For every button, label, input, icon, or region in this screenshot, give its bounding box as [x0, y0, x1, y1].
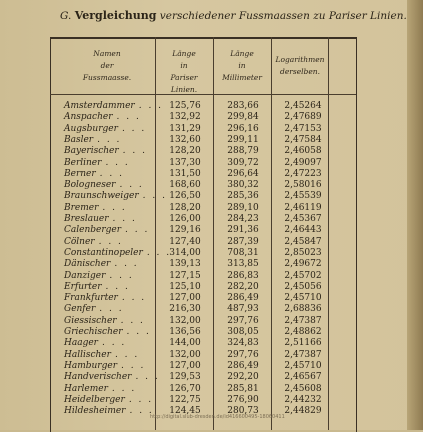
- row-name: [64, 101, 164, 112]
- row-log-text: 2,68836: [284, 304, 322, 315]
- row-length: [160, 135, 210, 146]
- row-name-text: Frankfurter: [64, 293, 118, 304]
- leader-dots: . . .: [121, 123, 147, 134]
- header-name: [62, 48, 152, 84]
- header-mm-line: Millimeter: [222, 73, 262, 82]
- row-log: [274, 338, 332, 349]
- row-millimeter-text: 380,32: [227, 180, 259, 191]
- row-log-text: 2,51166: [284, 338, 322, 349]
- row-millimeter: [217, 180, 269, 191]
- table-row: [0, 316, 423, 327]
- leader-dots: . . .: [120, 315, 145, 326]
- row-length: [160, 316, 210, 327]
- row-millimeter-text: 286,49: [227, 360, 259, 371]
- row-millimeter: [217, 214, 269, 225]
- leader-dots: . . .: [125, 225, 150, 236]
- row-name-text: Constantinopeler: [64, 247, 143, 258]
- row-log: [274, 259, 332, 270]
- leader-dots: . . .: [129, 406, 154, 417]
- row-millimeter-text: 308,05: [227, 327, 259, 337]
- row-millimeter: [217, 271, 269, 282]
- row-length-text: 132,00: [169, 315, 201, 326]
- row-length-text: 122,75: [169, 394, 201, 405]
- row-name: [64, 327, 154, 338]
- table-row: [0, 101, 423, 112]
- row-length: [160, 169, 210, 180]
- header-log-line: derselben.: [280, 67, 320, 76]
- row-log: [274, 316, 332, 327]
- row-millimeter: [217, 293, 269, 304]
- row-name: [64, 361, 154, 372]
- row-millimeter-text: 296,16: [227, 123, 259, 134]
- leader-dots: . . .: [111, 383, 137, 394]
- row-name-text: Danziger: [64, 270, 106, 281]
- row-millimeter-text: 285,36: [227, 191, 259, 202]
- leader-dots: . . .: [126, 327, 151, 337]
- row-length: [160, 237, 210, 248]
- row-log: [274, 112, 332, 123]
- header-mm-line: in: [238, 61, 246, 70]
- row-name: [64, 350, 154, 361]
- table-row: [0, 146, 423, 157]
- row-millimeter-text: 487,93: [227, 304, 259, 315]
- row-log-text: 2,46058: [284, 146, 322, 157]
- row-length: [160, 395, 210, 406]
- table-row: [0, 271, 423, 282]
- row-millimeter-text: 297,76: [227, 315, 259, 326]
- row-log-text: 2,49097: [284, 157, 322, 168]
- leader-dots: . . .: [97, 134, 122, 145]
- table-row: [0, 112, 423, 123]
- row-millimeter: [217, 372, 269, 383]
- row-millimeter: [217, 146, 269, 157]
- table-row: [0, 293, 423, 304]
- row-name: [64, 271, 154, 282]
- leader-dots: . . .: [99, 304, 124, 315]
- row-length-text: 128,20: [169, 146, 201, 157]
- leader-dots: . . .: [121, 360, 146, 371]
- row-length: [160, 180, 210, 191]
- row-length-text: 136,56: [169, 327, 201, 337]
- row-length: [160, 293, 210, 304]
- table-row: [0, 395, 423, 406]
- table-row: [0, 169, 423, 180]
- table-row: [0, 248, 423, 259]
- row-millimeter: [217, 361, 269, 372]
- row-millimeter-text: 283,66: [227, 101, 259, 111]
- row-name: [64, 191, 167, 202]
- row-name-text: Harlemer: [64, 383, 108, 394]
- row-log-text: 2,47153: [284, 123, 322, 134]
- row-length-text: 126,50: [169, 191, 201, 202]
- row-millimeter-text: 285,81: [227, 383, 259, 394]
- row-log-text: 2,45847: [284, 236, 322, 247]
- row-name: [64, 214, 154, 225]
- row-length: [160, 271, 210, 282]
- header-length: [157, 48, 211, 96]
- table-row: [0, 338, 423, 349]
- row-length-text: 126,70: [169, 383, 201, 394]
- leader-dots: . . .: [99, 168, 124, 179]
- row-millimeter: [217, 259, 269, 270]
- row-length: [160, 259, 210, 270]
- row-length: [160, 112, 210, 123]
- row-millimeter: [217, 395, 269, 406]
- watermark: http://digital.slub-dresden.de/id416600495-18060411: [150, 414, 285, 420]
- table-row: [0, 327, 423, 338]
- table-row: [0, 225, 423, 236]
- leader-dots: . . .: [119, 180, 144, 191]
- title-main: Vergleichung: [74, 9, 157, 22]
- row-length: [160, 101, 210, 112]
- row-millimeter-text: 282,20: [227, 281, 259, 292]
- row-length-text: 168,60: [169, 180, 201, 191]
- table-row: [0, 203, 423, 214]
- header-millimeter: [215, 48, 269, 84]
- row-length-text: 144,00: [169, 338, 201, 349]
- row-length: [160, 372, 210, 383]
- row-millimeter: [217, 282, 269, 293]
- row-millimeter: [217, 338, 269, 349]
- header-name-line: Namen: [93, 49, 121, 58]
- row-length-text: 129,53: [169, 372, 201, 383]
- row-millimeter: [217, 384, 269, 395]
- row-log: [274, 384, 332, 395]
- row-name-text: Giessischer: [64, 315, 117, 326]
- row-log: [274, 158, 332, 169]
- row-name: [64, 203, 154, 214]
- row-length-text: 131,29: [169, 123, 201, 134]
- row-log: [274, 293, 332, 304]
- row-name-text: Erfurter: [64, 281, 102, 292]
- row-log-text: 2,47387: [284, 315, 322, 326]
- row-name-text: Augsburger: [64, 123, 118, 134]
- row-length: [160, 350, 210, 361]
- row-millimeter-text: 286,49: [227, 293, 259, 304]
- row-log-text: 2,47387: [284, 349, 322, 360]
- leader-dots: . . .: [114, 349, 140, 360]
- row-length-text: 127,40: [169, 236, 201, 247]
- row-length: [160, 384, 210, 395]
- row-length: [160, 191, 210, 202]
- table-row: [0, 282, 423, 293]
- row-millimeter: [217, 158, 269, 169]
- row-length: [160, 327, 210, 338]
- row-name: [64, 293, 154, 304]
- row-millimeter-text: 286,83: [227, 270, 259, 281]
- row-log: [274, 372, 332, 383]
- leader-dots: . . .: [135, 372, 160, 383]
- row-name-text: Hallischer: [64, 349, 111, 360]
- row-millimeter-text: 287,39: [227, 236, 259, 247]
- row-millimeter-text: 324,83: [227, 338, 259, 349]
- header-log: [272, 54, 328, 78]
- row-log-text: 2,45264: [284, 101, 322, 111]
- row-name: [64, 247, 172, 259]
- header-length-line: in: [180, 61, 188, 70]
- row-millimeter-text: 276,90: [227, 394, 259, 405]
- row-millimeter-text: 296,64: [227, 168, 259, 179]
- leader-dots: . . .: [146, 247, 172, 258]
- row-name-text: Bayerischer: [64, 146, 119, 157]
- row-name: [64, 158, 154, 169]
- leader-dots: . . .: [112, 214, 137, 224]
- row-log-text: 2,45367: [284, 214, 322, 224]
- leader-dots: . . .: [116, 112, 141, 123]
- row-log: [274, 327, 332, 338]
- leader-dots: . . .: [121, 293, 147, 304]
- row-length-text: 127,00: [169, 293, 201, 304]
- row-length: [160, 304, 210, 315]
- row-length-text: 132,92: [169, 112, 201, 123]
- row-millimeter: [217, 304, 269, 315]
- row-name: [64, 135, 154, 146]
- row-name: [64, 180, 154, 191]
- row-log: [274, 248, 332, 259]
- table-row: [0, 180, 423, 191]
- row-length-text: 125,76: [169, 101, 201, 111]
- row-name: [64, 316, 154, 327]
- header-name-line: Fussmaasse.: [82, 73, 132, 82]
- row-length: [160, 214, 210, 225]
- row-millimeter: [217, 327, 269, 338]
- row-log: [274, 124, 332, 135]
- row-length: [160, 338, 210, 349]
- leader-dots: . . .: [109, 270, 134, 281]
- row-name-text: Amsterdammer: [64, 101, 135, 111]
- row-length: [160, 361, 210, 372]
- row-name-text: Haager: [64, 338, 98, 349]
- row-name-text: Hamburger: [64, 360, 117, 371]
- table-row: [0, 350, 423, 361]
- header-length-line: Länge: [172, 49, 196, 58]
- row-name-text: Anspacher: [64, 112, 113, 123]
- row-log-text: 2,45539: [284, 191, 322, 202]
- table-row: [0, 158, 423, 169]
- row-length-text: 127,15: [169, 270, 201, 281]
- row-log-text: 2,49672: [284, 259, 322, 270]
- row-length-text: 131,50: [169, 168, 201, 179]
- row-millimeter-text: 297,76: [227, 349, 259, 360]
- row-name: [64, 338, 154, 349]
- row-log-text: 2,46119: [284, 202, 322, 213]
- row-name: [64, 282, 154, 293]
- row-log: [274, 304, 332, 315]
- row-name-text: Heidelberger: [64, 394, 125, 405]
- row-millimeter-text: 309,72: [227, 157, 259, 168]
- row-length: [160, 158, 210, 169]
- leader-dots: . . .: [98, 236, 123, 247]
- header-mm-line: Länge: [230, 49, 254, 58]
- row-log: [274, 191, 332, 202]
- row-millimeter: [217, 316, 269, 327]
- row-log-text: 2,44829: [284, 406, 322, 417]
- row-name-text: Dänischer: [64, 259, 111, 270]
- row-millimeter-text: 292,20: [227, 372, 259, 383]
- row-name: [64, 304, 154, 315]
- row-millimeter: [217, 350, 269, 361]
- row-length: [160, 282, 210, 293]
- row-log: [274, 225, 332, 236]
- table-row: [0, 214, 423, 225]
- row-name: [64, 146, 154, 157]
- title-prefix: G.: [60, 10, 72, 22]
- row-log: [274, 135, 332, 146]
- row-log-text: 2,44232: [284, 394, 322, 405]
- leader-dots: . . .: [138, 101, 164, 111]
- row-millimeter: [217, 169, 269, 180]
- row-millimeter-text: 284,23: [227, 214, 259, 224]
- row-millimeter: [217, 124, 269, 135]
- header-length-line: Pariser Linien.: [170, 73, 198, 94]
- row-log: [274, 237, 332, 248]
- row-length-text: 125,10: [169, 281, 201, 292]
- row-length: [160, 225, 210, 236]
- row-name-text: Berner: [64, 168, 96, 179]
- leader-dots: . . .: [122, 146, 147, 157]
- row-log-text: 2,47689: [284, 112, 322, 123]
- row-millimeter-text: 291,36: [227, 225, 259, 236]
- row-length-text: 126,00: [169, 214, 201, 224]
- table-row: [0, 304, 423, 315]
- row-millimeter-text: 288,79: [227, 146, 259, 157]
- row-log: [274, 282, 332, 293]
- row-name-text: Breslauer: [64, 214, 109, 224]
- row-name-text: Cölner: [64, 236, 95, 247]
- row-log: [274, 361, 332, 372]
- row-length-text: 124,45: [169, 406, 201, 417]
- row-log: [274, 214, 332, 225]
- leader-dots: . . .: [114, 259, 139, 270]
- row-name: [64, 259, 154, 270]
- row-millimeter-text: 313,85: [227, 259, 259, 270]
- row-log-text: 2,85023: [284, 247, 322, 258]
- row-length-text: 132,60: [169, 134, 201, 145]
- table-row: [0, 372, 423, 383]
- row-name: [64, 406, 154, 417]
- row-name-text: Hildesheimer: [64, 406, 126, 417]
- row-length-text: 139,13: [169, 259, 201, 270]
- table-row: [0, 191, 423, 202]
- row-length-text: 132,00: [169, 349, 201, 360]
- row-name-text: Basler: [64, 134, 94, 145]
- row-millimeter: [217, 135, 269, 146]
- row-log-text: 2,48862: [284, 327, 322, 337]
- row-log-text: 2,46443: [284, 225, 322, 236]
- row-millimeter: [217, 101, 269, 112]
- table-row: [0, 124, 423, 135]
- row-name-text: Bologneser: [64, 180, 116, 191]
- row-millimeter-text: 280,73: [227, 406, 259, 417]
- row-length-text: 128,20: [169, 202, 201, 213]
- row-name-text: Genfer: [64, 304, 96, 315]
- row-name-text: Braunschweiger: [64, 191, 139, 202]
- row-name: [64, 237, 154, 248]
- row-length: [160, 146, 210, 157]
- row-millimeter: [217, 112, 269, 123]
- row-log: [274, 395, 332, 406]
- row-log-text: 2,47584: [284, 134, 322, 145]
- leader-dots: . . .: [128, 394, 154, 405]
- leader-dots: . . .: [142, 191, 167, 202]
- row-name: [64, 225, 154, 236]
- row-log: [274, 101, 332, 112]
- row-log: [274, 350, 332, 361]
- row-name-text: Calenberger: [64, 225, 122, 236]
- leader-dots: . . .: [101, 338, 127, 349]
- row-log: [274, 180, 332, 191]
- row-name: [64, 112, 154, 123]
- header-name-line: der: [100, 61, 114, 70]
- row-length: [160, 248, 210, 259]
- row-length-text: 129,16: [169, 225, 201, 236]
- row-millimeter: [217, 191, 269, 202]
- table-row: [0, 361, 423, 372]
- row-name: [64, 384, 154, 395]
- row-log-text: 2,46567: [284, 372, 322, 383]
- row-log-text: 2,45608: [284, 383, 322, 394]
- row-length-text: 127,00: [169, 360, 201, 371]
- row-name: [64, 395, 154, 406]
- row-length-text: 216,30: [169, 304, 201, 315]
- row-name: [64, 372, 160, 383]
- leader-dots: . . .: [102, 202, 127, 213]
- row-millimeter: [217, 225, 269, 236]
- row-millimeter-text: 289,10: [227, 202, 259, 213]
- row-name-text: Berliner: [64, 157, 102, 168]
- row-log: [274, 169, 332, 180]
- row-log: [274, 146, 332, 157]
- row-millimeter-text: 708,31: [227, 247, 259, 258]
- row-name: [64, 124, 154, 135]
- row-name-text: Handverischer: [64, 372, 132, 383]
- table-row: [0, 237, 423, 248]
- row-length-text: 314,00: [169, 247, 201, 258]
- row-log: [274, 271, 332, 282]
- row-millimeter: [217, 248, 269, 259]
- row-log-text: 2,45710: [284, 360, 322, 371]
- table-row: [0, 135, 423, 146]
- header-log-line: Logarithmen: [275, 55, 325, 64]
- row-name-text: Bremer: [64, 202, 99, 213]
- row-length: [160, 203, 210, 214]
- leader-dots: . . .: [105, 281, 130, 292]
- row-millimeter: [217, 203, 269, 214]
- row-log-text: 2,47223: [284, 168, 322, 179]
- table-row: [0, 259, 423, 270]
- table-row: [0, 384, 423, 395]
- row-length: [160, 124, 210, 135]
- row-name-text: Griechischer: [64, 327, 123, 337]
- title-rest: verschiedener Fussmaassen zu Pariser Linien.: [159, 10, 407, 22]
- row-name: [64, 169, 154, 180]
- row-length-text: 137,30: [169, 157, 201, 168]
- page-title: [60, 9, 407, 22]
- row-log-text: 2,45710: [284, 293, 322, 304]
- row-millimeter-text: 299,11: [227, 134, 259, 145]
- row-log-text: 2,58016: [284, 180, 322, 191]
- row-millimeter-text: 299,84: [227, 112, 259, 123]
- leader-dots: . . .: [105, 157, 130, 168]
- row-log-text: 2,45056: [284, 281, 322, 292]
- row-log-text: 2,45702: [284, 270, 322, 281]
- row-log: [274, 203, 332, 214]
- row-millimeter: [217, 237, 269, 248]
